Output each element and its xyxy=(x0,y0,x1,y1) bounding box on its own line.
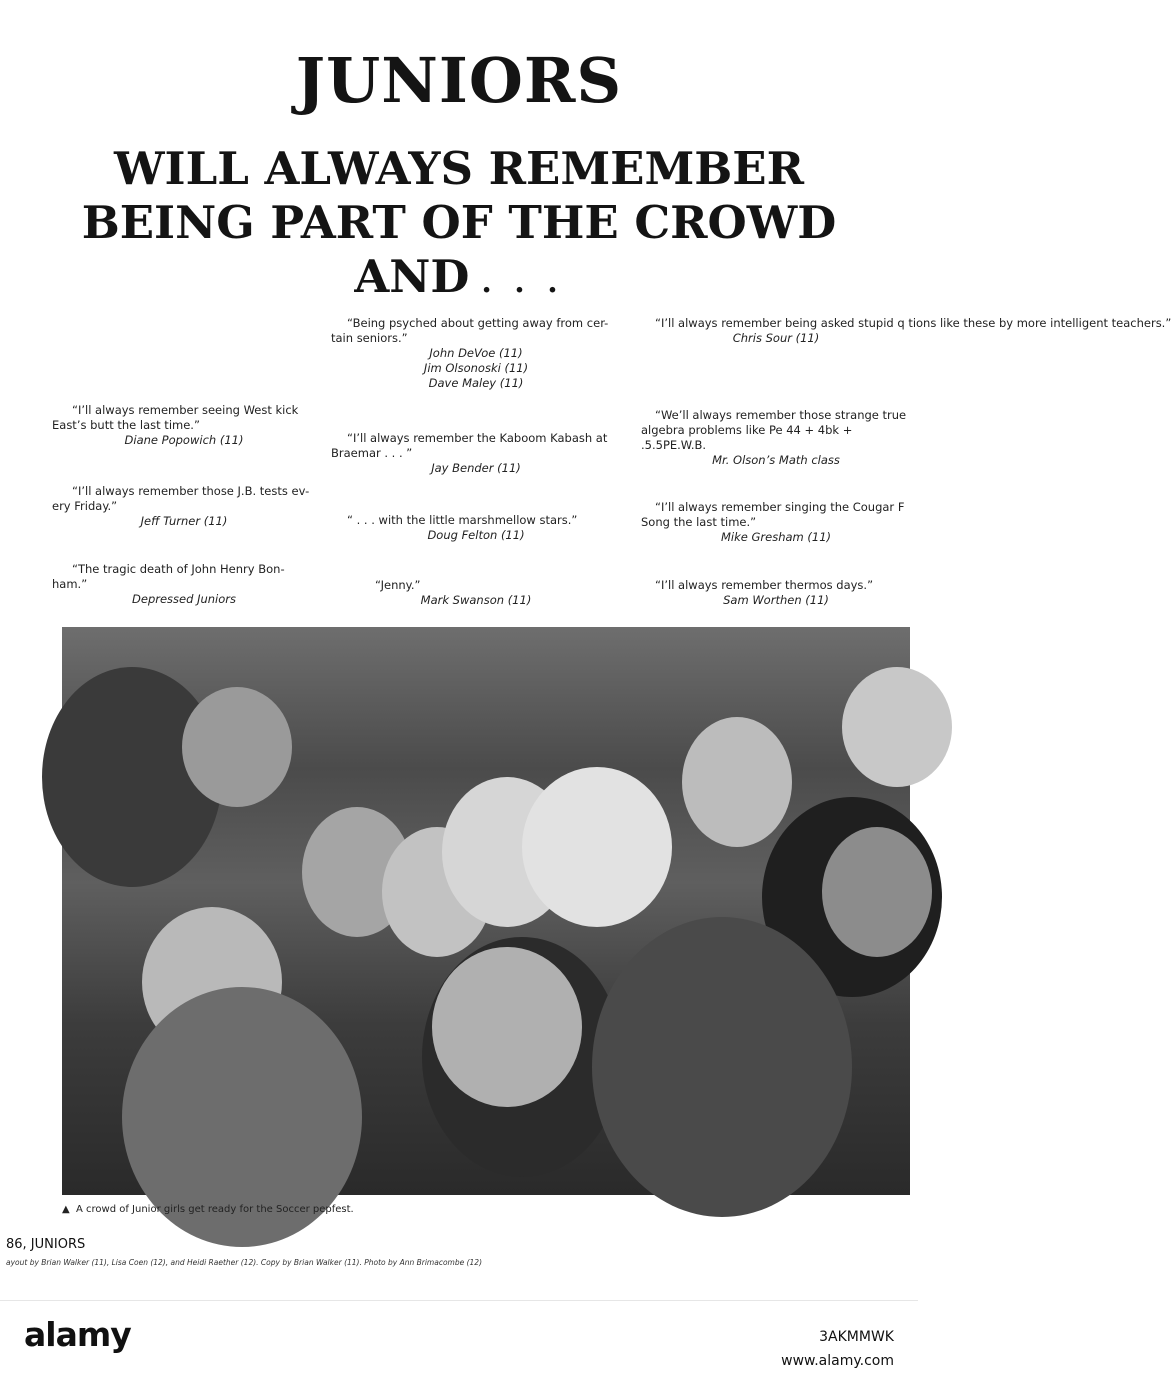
quote-middle-1 xyxy=(331,316,621,391)
quote-attribution: Doug Felton (11) xyxy=(427,528,525,542)
subtitle-line-3 xyxy=(0,250,918,310)
photo-face xyxy=(182,687,292,807)
quote-middle-2 xyxy=(331,431,621,476)
photo-face xyxy=(522,767,672,927)
page-credits: ayout by Brian Walker (11), Lisa Coen (12), and Heidi Raether (12). Copy by Brian Walker (11). Photo by Ann Brimacombe (12) xyxy=(6,1258,482,1267)
brand-url: www.alamy.com xyxy=(781,1353,894,1369)
quote-attribution: Depressed Juniors xyxy=(132,592,236,606)
quote-left-3 xyxy=(52,562,316,607)
quote-text: “The tragic death of John Henry Bon-ham.” xyxy=(52,562,285,591)
quote-right-1 xyxy=(641,316,1171,346)
quote-middle-3 xyxy=(331,513,621,543)
quote-text: “I’ll always remember being asked stupid q tions like these by more intelligent teachers.” xyxy=(655,316,1171,330)
quote-text: “ . . . with the little marshmellow stars.” xyxy=(347,513,578,527)
page-title: JUNIORS xyxy=(295,44,623,117)
quote-right-2 xyxy=(641,408,911,468)
quote-attribution: Sam Worthen (11) xyxy=(723,593,829,607)
subtitle-line-2: BEING PART OF THE CROWD xyxy=(81,196,837,249)
quote-attribution: Jay Bender (11) xyxy=(431,461,521,475)
quote-left-2 xyxy=(52,484,316,529)
photo-caption xyxy=(62,1204,354,1215)
watermark-bar xyxy=(0,1300,918,1391)
quote-attribution: Mr. Olson’s Math class xyxy=(712,453,840,467)
photo-body xyxy=(592,917,852,1217)
quote-attribution: Diane Popowich (11) xyxy=(124,433,244,447)
quote-attribution: Jeff Turner (11) xyxy=(140,514,228,528)
quote-left-1 xyxy=(52,403,316,448)
quote-text: “I’ll always remember the Kaboom Kabash at Braemar . . . ” xyxy=(331,431,608,460)
subtitle-ellipsis: . . . xyxy=(481,265,564,300)
brand-logo: alamy xyxy=(24,1315,131,1354)
quote-text: “I’ll always remember thermos days.” xyxy=(655,578,874,592)
crowd-photo xyxy=(62,627,910,1195)
caption-bullet-icon: ▲ xyxy=(62,1204,70,1215)
page-subtitle xyxy=(0,142,918,310)
photo-face xyxy=(432,947,582,1107)
caption-text: A crowd of Junior girls get ready for the Soccer pepfest. xyxy=(76,1204,354,1215)
subtitle-and: AND xyxy=(354,250,470,303)
photo-face xyxy=(822,827,932,957)
quote-text: “I’ll always remember those J.B. tests ev-ery Friday.” xyxy=(52,484,310,513)
quote-text: “I’ll always remember singing the Cougar F Song the last time.” xyxy=(641,500,905,529)
quote-right-4 xyxy=(641,578,911,608)
quote-attribution: Chris Sour (11) xyxy=(732,331,820,345)
quote-attribution: Mike Gresham (11) xyxy=(720,530,831,544)
quote-middle-4 xyxy=(331,578,621,608)
quote-text: “I’ll always remember seeing West kick East’s butt the last time.” xyxy=(52,403,299,432)
quote-text: “Jenny.” xyxy=(375,578,421,592)
quote-text: “We’ll always remember those strange true algebra problems like Pe 44 + 4bk + .5.5PE.W.B. xyxy=(641,408,907,452)
quote-right-3 xyxy=(641,500,911,545)
quote-attribution-2: Jim Olsonoski (11) xyxy=(423,361,529,375)
subtitle-line-1: WILL ALWAYS REMEMBER xyxy=(113,142,804,195)
page-folio: 86, JUNIORS xyxy=(6,1237,86,1252)
quote-attribution-1: John DeVoe (11) xyxy=(429,346,523,360)
image-id: 3AKMMWK xyxy=(819,1329,894,1345)
quote-attribution: Mark Swanson (11) xyxy=(420,593,532,607)
quote-text: “Being psyched about getting away from cer-tain seniors.” xyxy=(331,316,609,345)
photo-face xyxy=(842,667,952,787)
photo-face xyxy=(682,717,792,847)
quote-attribution-3: Dave Maley (11) xyxy=(428,376,524,390)
